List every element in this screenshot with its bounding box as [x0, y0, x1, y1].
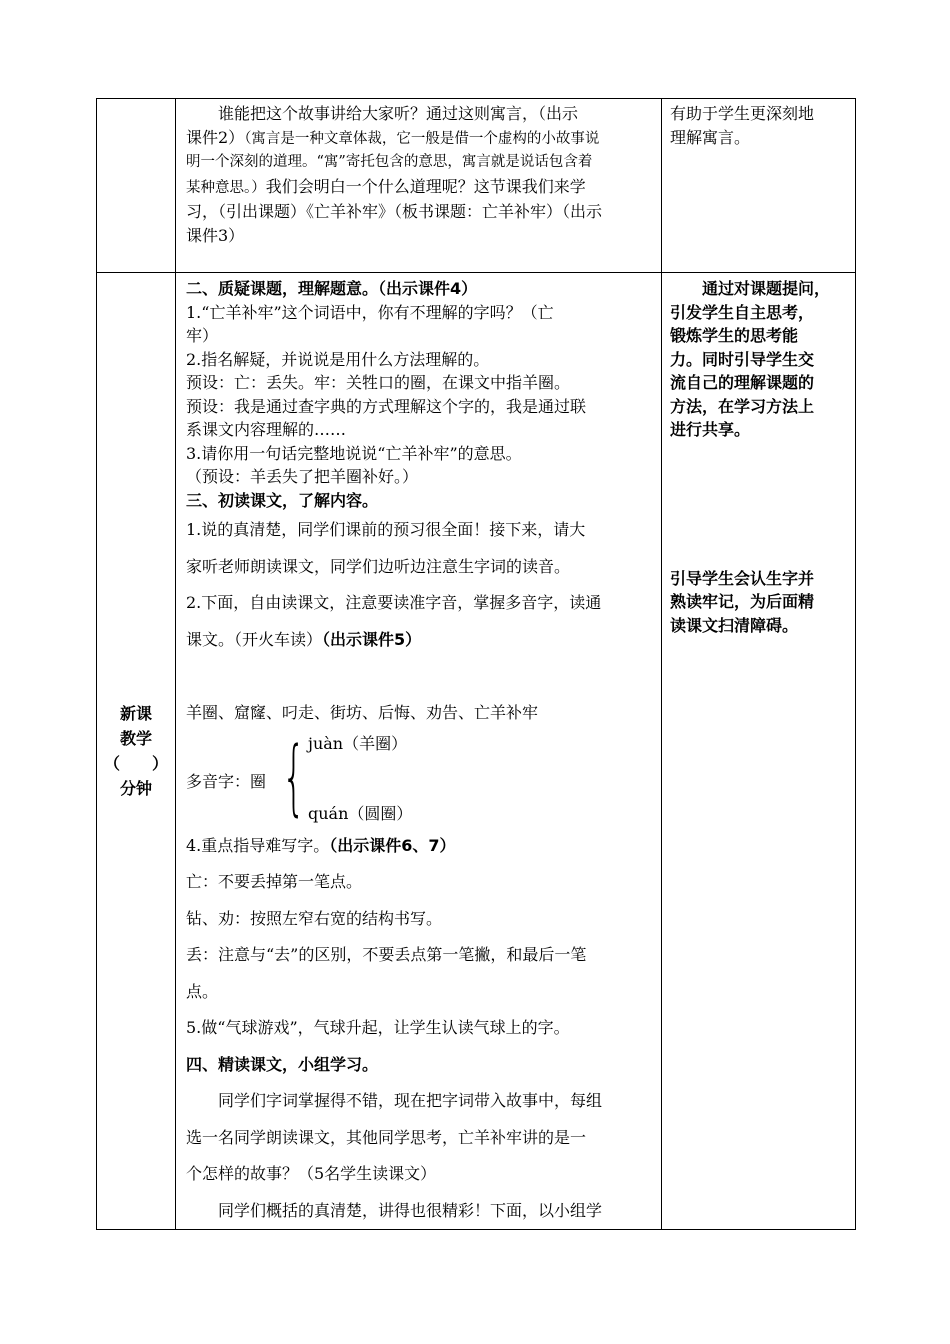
polyphone-block — [186, 729, 657, 828]
note-line: 理解寓言。 — [670, 127, 751, 147]
note-line: 进行共享。 — [670, 420, 751, 439]
content-line: 点。 — [186, 981, 219, 1001]
intro-line: 课件2）（寓言是一种文章体裁，它一般是借一个虚构的小故事说 — [186, 127, 600, 147]
content-line: 5.做“气球游戏”，气球升起，让学生认读气球上的字。 — [186, 1018, 570, 1037]
note-line: 熟读牢记，为后面精 — [670, 592, 815, 611]
note-line: 力。同时引导学生交 — [670, 349, 815, 369]
polyphone-reading: quán（圆圈） — [308, 803, 413, 823]
intro-line: 某种意思。）我们会明白一个什么道理呢？这节课我们来学 — [186, 176, 586, 196]
content-line: 丢：注意与“去”的区别，不要丢点第一笔撇，和最后一笔 — [186, 945, 587, 964]
intro-line: 谁能把这个故事讲给大家听？通过这则寓言，（出示 — [218, 104, 579, 123]
content-line: （预设：羊丢失了把羊圈补好。） — [186, 467, 419, 486]
intro-content-cell — [176, 99, 662, 273]
content-line: 课文。（开火车读）（出示课件5） — [186, 629, 422, 649]
content-line: 亡：不要丢掉第一笔点。 — [186, 872, 363, 891]
table-row-intro — [97, 99, 856, 273]
note-line: 通过对课题提问， — [702, 279, 831, 298]
note-line: 锻炼学生的思考能 — [670, 326, 799, 345]
brace-icon: { — [282, 729, 306, 825]
content-line: 预设：我是通过查字典的方式理解这个字的，我是通过联 — [186, 396, 587, 416]
content-line: 1.说的真清楚，同学们课前的预习很全面！接下来，请大 — [186, 520, 586, 539]
polyphone-label: 多音字：圈 — [186, 771, 267, 791]
section-title: 三、初读课文，了解内容。 — [186, 490, 379, 510]
stage-label: 新课 — [119, 704, 152, 723]
content-line: 3.请你用一句话完整地说说“亡羊补牢”的意思。 — [186, 443, 522, 463]
intro-note-cell — [662, 99, 856, 273]
content-line: 同学们概括的真清楚，讲得也很精彩！下面，以小组学 — [218, 1200, 603, 1220]
note-line: 方法，在学习方法上 — [670, 396, 815, 416]
note-line: 有助于学生更深刻地 — [670, 104, 815, 123]
content-line: 钻、劝：按照左窄右宽的结构书写。 — [186, 908, 443, 928]
intro-line: 明一个深刻的道理。“寓”寄托包含的意思，寓言就是说话包含着 — [186, 154, 593, 170]
content-line: 1.“亡羊补牢”这个词语中，你有不理解的字吗？（亡 — [186, 302, 554, 322]
polyphone-reading: juàn（羊圈） — [308, 733, 408, 753]
content-line: 家听老师朗读课文，同学们边听边注意生字词的读音。 — [186, 556, 571, 576]
lesson-content-cell — [176, 273, 662, 1230]
stage-label: 分钟 — [119, 779, 152, 798]
content-line: 同学们字词掌握得不错，现在把字词带入故事中，每组 — [218, 1091, 603, 1110]
stage-label: （ ） — [103, 754, 168, 773]
stage-cell-empty — [97, 99, 176, 273]
stage-cell-new-lesson — [97, 273, 176, 1230]
content-line: 选一名同学朗读课文，其他同学思考，亡羊补牢讲的是一 — [186, 1127, 587, 1147]
content-line: 个怎样的故事？（5名学生读课文） — [186, 1164, 437, 1183]
lesson-note-cell — [662, 273, 856, 1230]
note-line: 读课文扫清障碍。 — [670, 615, 799, 635]
content-line: 系课文内容理解的…… — [186, 420, 347, 439]
content-line: 预设：亡：丢失。牢：关牲口的圈，在课文中指羊圈。 — [186, 373, 571, 392]
intro-line: 习，（引出课题）《亡羊补牢》（板书课题：亡羊补牢）（出示 — [186, 202, 603, 221]
lesson-plan-table — [96, 98, 856, 1230]
table-row-new-lesson — [97, 273, 856, 1230]
section-title: 四、精读课文，小组学习。 — [186, 1054, 379, 1074]
content-line: 4.重点指导难写字。（出示课件6、7） — [186, 835, 456, 855]
stage-label: 教学 — [119, 729, 152, 748]
section-title: 二、质疑课题，理解题意。（出示课件4） — [186, 279, 478, 298]
content-line: 牢） — [186, 326, 219, 345]
intro-line: 课件3） — [186, 225, 245, 245]
note-line: 流自己的理解课题的 — [670, 373, 815, 392]
content-line: 2.指名解疑，并说说是用什么方法理解的。 — [186, 349, 490, 369]
content-line: 2.下面，自由读课文，注意要读准字音，掌握多音字，读通 — [186, 593, 602, 612]
note-line: 引发学生自主思考， — [670, 302, 815, 322]
vocabulary-words: 羊圈、窟窿、叼走、街坊、后悔、劝告、亡羊补牢 — [186, 703, 539, 722]
note-line: 引导学生会认生字并 — [670, 568, 815, 588]
